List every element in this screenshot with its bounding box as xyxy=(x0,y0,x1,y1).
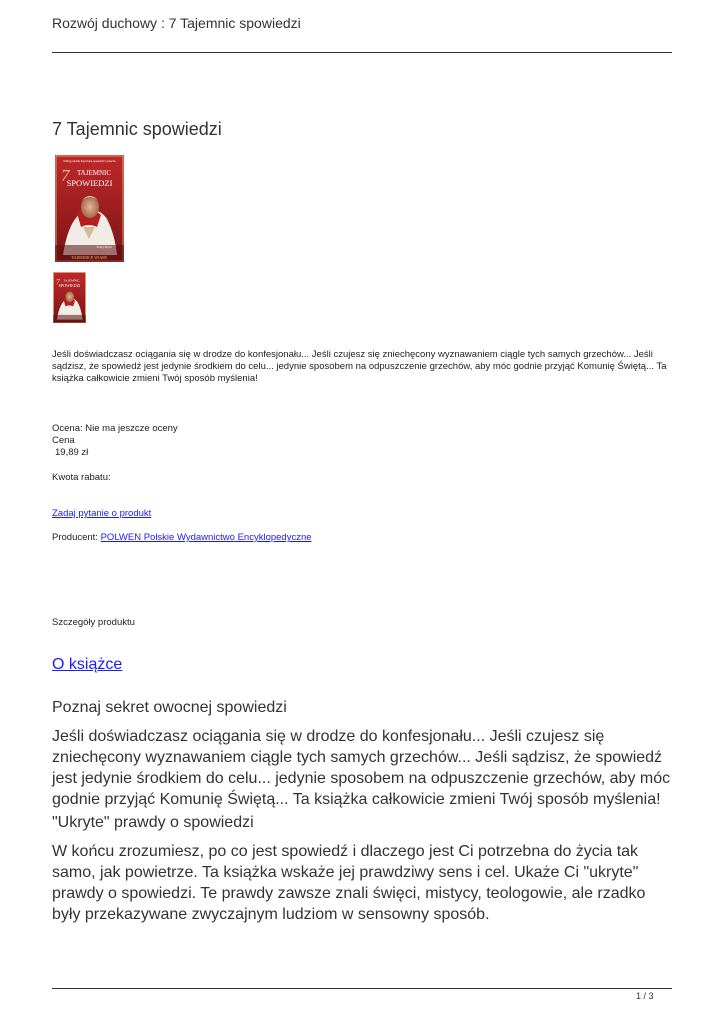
section1-title: Poznaj sekret owocnej spowiedzi xyxy=(52,699,287,716)
about-book-heading[interactable]: O książce xyxy=(52,656,123,673)
thumb-title-line2: SPOWIEDZI xyxy=(58,282,81,288)
page-header-title: Rozwój duchowy : 7 Tajemnic spowiedzi xyxy=(52,15,301,31)
product-rating: Ocena: Nie ma jeszcze oceny xyxy=(52,423,178,434)
book-cover-art xyxy=(55,155,124,262)
thumb-title-line1: TAJEMNIC xyxy=(63,278,80,283)
cover-title-line1: TAJEMNIC xyxy=(76,169,112,177)
discount-label: Kwota rabatu: xyxy=(52,472,111,483)
cover-number: 7 xyxy=(61,166,70,185)
book-thumbnail-art xyxy=(53,272,86,323)
section2-text: W końcu zrozumiesz, po co jest spowiedź i dlaczego jest Ci potrzebna do życia tak samo, jak powietrze. Ta książka wskaże jej prawdziwy sens i cel. Ukaże Ci "ukryte" prawdy o spowiedzi. Te prawdy zawsze znali święci, mistycy, teologowie, ale rzadko były przekazywane zwyczajnym ludziom w sensowny sposób. xyxy=(52,843,646,923)
book-cover-thumbnail[interactable] xyxy=(53,272,86,323)
price-value: 19,89 zł xyxy=(55,447,89,458)
book-cover-large[interactable] xyxy=(55,155,124,262)
cover-series: TAJEMNICE WIARY xyxy=(71,255,108,260)
product-details-label: Szczegóły produktu xyxy=(52,617,135,628)
cover-tagline: Odkryj prawdę dotyczącą spowiedzi i grzechu xyxy=(63,160,116,163)
producer-link[interactable]: POLWEN Polskie Wydawnictwo Encyklopedyczne xyxy=(100,532,312,543)
ask-question-link[interactable]: Zadaj pytanie o produkt xyxy=(52,508,152,519)
section1-text: Jeśli doświadczasz ociągania się w drodze do konfesjonału... Jeśli czujesz się zniechęcony wyznawaniem ciągle tych samych grzechów... Jeśli sądzisz, że spowiedź jest jedynie środkiem do celu... jedynie sposobem na odpuszczenie grzechów, aby móc godnie przyjąć Komunię Świętą... Ta książka całkowicie zmieni Twój sposób myślenia! xyxy=(52,728,671,808)
page-number: 1 / 3 xyxy=(636,991,654,1001)
producer-label: Producent: xyxy=(52,532,98,543)
product-title: 7 Tajemnic spowiedzi xyxy=(52,119,222,139)
footer-divider xyxy=(52,988,672,989)
thumb-number: 7 xyxy=(55,277,60,287)
product-short-description: Jeśli doświadczasz ociągania się w drodze do konfesjonału... Jeśli czujesz się zniechęcony wyznawaniem ciągle tych samych grzechów... Jeśli sądzisz, że spowiedź jest jedynie środkiem do celu... jedynie sposobem na odpuszczenie grzechów, aby móc godnie przyjąć Komunię Świętą... Ta książka całkowicie zmieni Twój sposób myślenia! xyxy=(52,349,667,384)
price-label: Cena xyxy=(52,435,75,446)
cover-author: Vinny Flynn xyxy=(96,245,112,249)
producer-row xyxy=(52,532,312,544)
header-divider xyxy=(52,52,672,53)
cover-title-line2: SPOWIEDZI xyxy=(66,178,113,188)
section2-title: "Ukryte" prawdy o spowiedzi xyxy=(52,814,254,831)
